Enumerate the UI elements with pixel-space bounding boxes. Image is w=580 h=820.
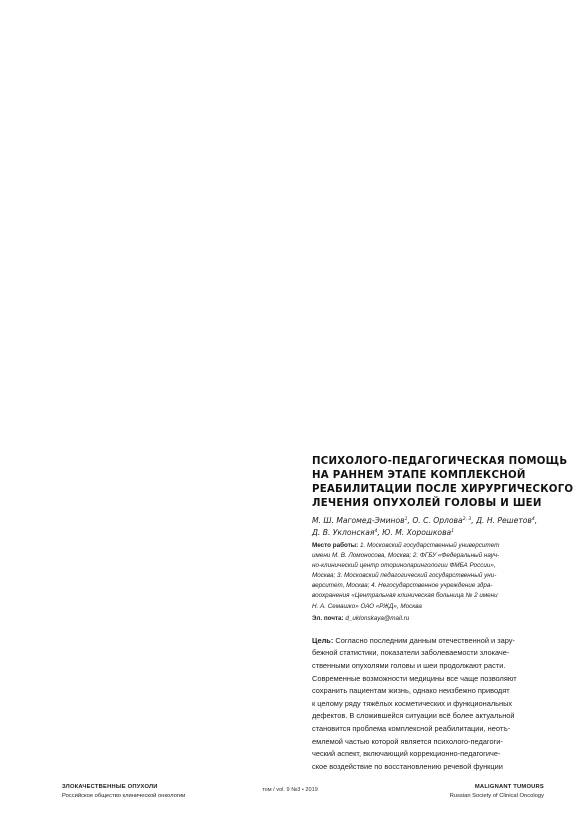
abstract-line: Современные возможности медицины все чаще позволяют: [312, 673, 517, 683]
affiliations: [312, 541, 544, 612]
title-line: ЛЕЧЕНИЯ ОПУХОЛЕЙ ГОЛОВЫ И ШЕИ: [312, 498, 542, 509]
journal-name-en: MALIGNANT TUMOURS: [474, 784, 544, 790]
email-address[interactable]: d_uklonskaya@mail.ru: [343, 614, 410, 622]
author-line: Д. В. Уклонская$^4$, Ю. М. Хорошкова$^1$: [312, 528, 455, 537]
society-name-en: Russian Society of Clinical Oncology: [449, 793, 544, 799]
author-affiliation-mark: 2, 3: [462, 517, 472, 522]
journal-name-ru: ЗЛОКАЧЕСТВЕННЫЕ ОПУХОЛИ: [62, 784, 158, 790]
author-affiliation-mark: 4: [531, 517, 535, 522]
author-name: М. Ш. Магомед-Эминов: [312, 516, 405, 525]
author-affiliation-mark: 1: [404, 517, 408, 522]
abstract-line: становится проблема комплексной реабилитации, неотъ-: [312, 723, 511, 733]
title-line: ПСИХОЛОГО-ПЕДАГОГИЧЕСКАЯ ПОМОЩЬ: [312, 456, 568, 467]
abstract-line: сохранить пациентам жизнь, однако неизбежно приводят: [312, 686, 510, 696]
article-title: [312, 455, 574, 511]
affiliation-line: Москва; 3. Московский педагогический государственный уни-: [312, 572, 497, 580]
affiliation-line: верситет, Москва; 4. Негосударственное учреждение здра-: [312, 582, 493, 590]
abstract-line: дефектов. В сложившейся ситуации всё более актуальной: [312, 711, 515, 721]
abstract-line: к целому ряду тяжёлых косметических и функциональных: [312, 698, 513, 708]
affiliation-line: Н. А. Семашко» ОАО «РЖД», Москва: [312, 602, 422, 610]
abstract-line: Согласно последним данным отечественной и зару-: [333, 635, 515, 645]
abstract-label: Цель:: [312, 635, 334, 645]
author-name: О. С. Орлова: [412, 516, 463, 525]
affiliation-line: 1. Московский государственный университет: [358, 542, 500, 549]
contact-email: [312, 614, 544, 624]
author-affiliation-mark: 1: [451, 529, 455, 534]
affiliation-label: Место работы:: [312, 542, 359, 549]
title-line: РЕАБИЛИТАЦИИ ПОСЛЕ ХИРУРГИЧЕСКОГО: [312, 484, 574, 495]
email-label: Эл. почта:: [312, 614, 344, 622]
affiliation-line: но-клинический центр оториноларингологии ФМБА России»,: [312, 562, 496, 570]
title-line: НА РАННЕМ ЭТАПЕ КОМПЛЕКСНОЙ: [312, 470, 526, 481]
abstract-line: ческий аспект, включающий коррекционно-педагогиче-: [312, 749, 501, 759]
author-name: Д. В. Уклонская: [312, 528, 375, 537]
footer-journal-en: [450, 783, 544, 801]
author-line: М. Ш. Магомед-Эминов$^1$, О. С. Орлова$^{2, 3}$, Д. Н. Решетов$^4$,: [312, 516, 538, 525]
author-list: [312, 515, 544, 539]
abstract-line: ственными опухолями головы и шеи продолжают расти.: [312, 660, 506, 670]
author-name: Д. Н. Решетов: [476, 516, 532, 525]
article-header: [312, 455, 574, 773]
issue-info: том / vol. 9 №3 • 2019: [262, 787, 318, 793]
abstract-line: емлемой частью которой является психолого-педагоги-: [312, 736, 503, 746]
author-affiliation-mark: 4: [374, 529, 378, 534]
author-name: Ю. М. Хорошкова: [382, 528, 452, 537]
abstract: [312, 635, 544, 774]
affiliation-line: имени М. В. Ломоносова, Москва; 2. ФГБУ «Федеральный науч-: [312, 552, 500, 560]
society-name-ru: Российское общество клинической онкологии: [62, 793, 186, 799]
abstract-line: ское воздействие по восстановлению речевой функции: [312, 761, 503, 771]
abstract-line: бежной статистики, показатели заболеваемости злокаче-: [312, 648, 510, 658]
affiliation-line: воохранения «Центральная клиническая больница № 2 имени: [312, 592, 498, 600]
